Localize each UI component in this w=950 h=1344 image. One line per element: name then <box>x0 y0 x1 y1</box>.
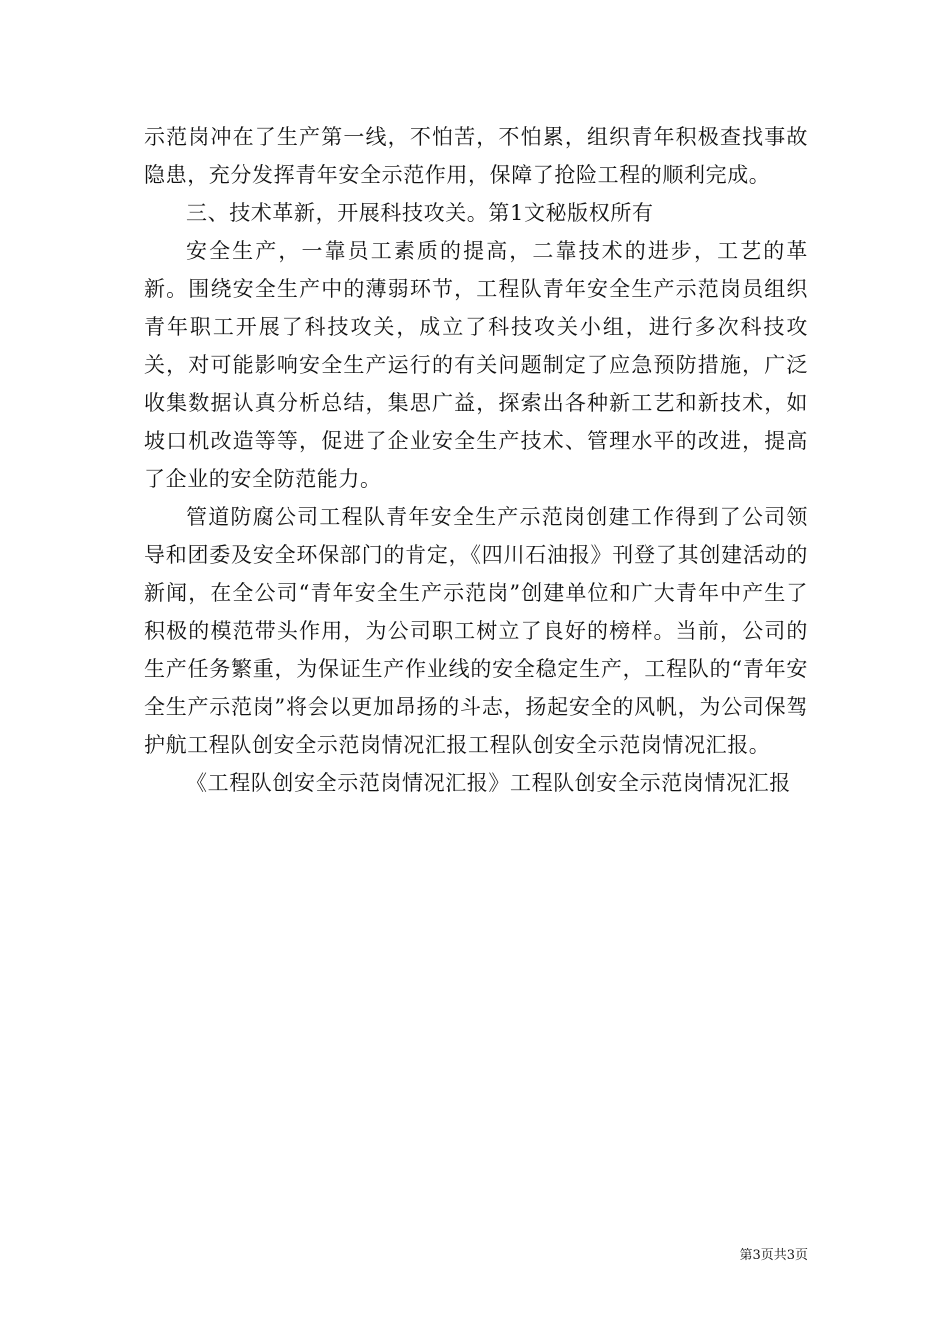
page-number: 第3页共3页 <box>739 1248 808 1263</box>
section-heading-tech-innovation: 三、技术革新，开展科技攻关。第1文秘版权所有 <box>186 201 654 225</box>
paragraph-safety-production: 安全生产，一靠员工素质的提高，二靠技术的进步，工艺的革新。围绕安全生产中的薄弱环节，工程队青年安全生产示范岗员组织青年职工开展了科技攻关，成立了科技攻关小组，进行多次科技攻关，对可能影响安全生产运行的有关问题制定了应急预防措施，广泛收集数据认真分析总结，集思广益，探索出各种新工艺和新技术，如坡口机改造等等，促进了企业安全生产技术、管理水平的改进，提高了企业的安全防范能力。 <box>144 239 808 491</box>
paragraph-title-reference: 《工程队创安全示范岗情况汇报》工程队创安全示范岗情况汇报 <box>186 771 791 795</box>
paragraph-continuation: 示范岗冲在了生产第一线，不怕苦，不怕累，组织青年积极查找事故隐患，充分发挥青年安全示范作用，保障了抢险工程的顺利完成。 <box>144 125 808 187</box>
document-body <box>144 118 808 802</box>
paragraph-recognition: 管道防腐公司工程队青年安全生产示范岗创建工作得到了公司领导和团委及安全环保部门的肯定，《四川石油报》刊登了其创建活动的新闻，在全公司“青年安全生产示范岗”创建单位和广大青年中产生了积极的模范带头作用，为公司职工树立了良好的榜样。当前，公司的生产任务繁重，为保证生产作业线的安全稳定生产，工程队的“青年安全生产示范岗”将会以更加昂扬的斗志，扬起安全的风帆，为公司保驾护航工程队创安全示范岗情况汇报工程队创安全示范岗情况汇报。 <box>144 505 808 757</box>
